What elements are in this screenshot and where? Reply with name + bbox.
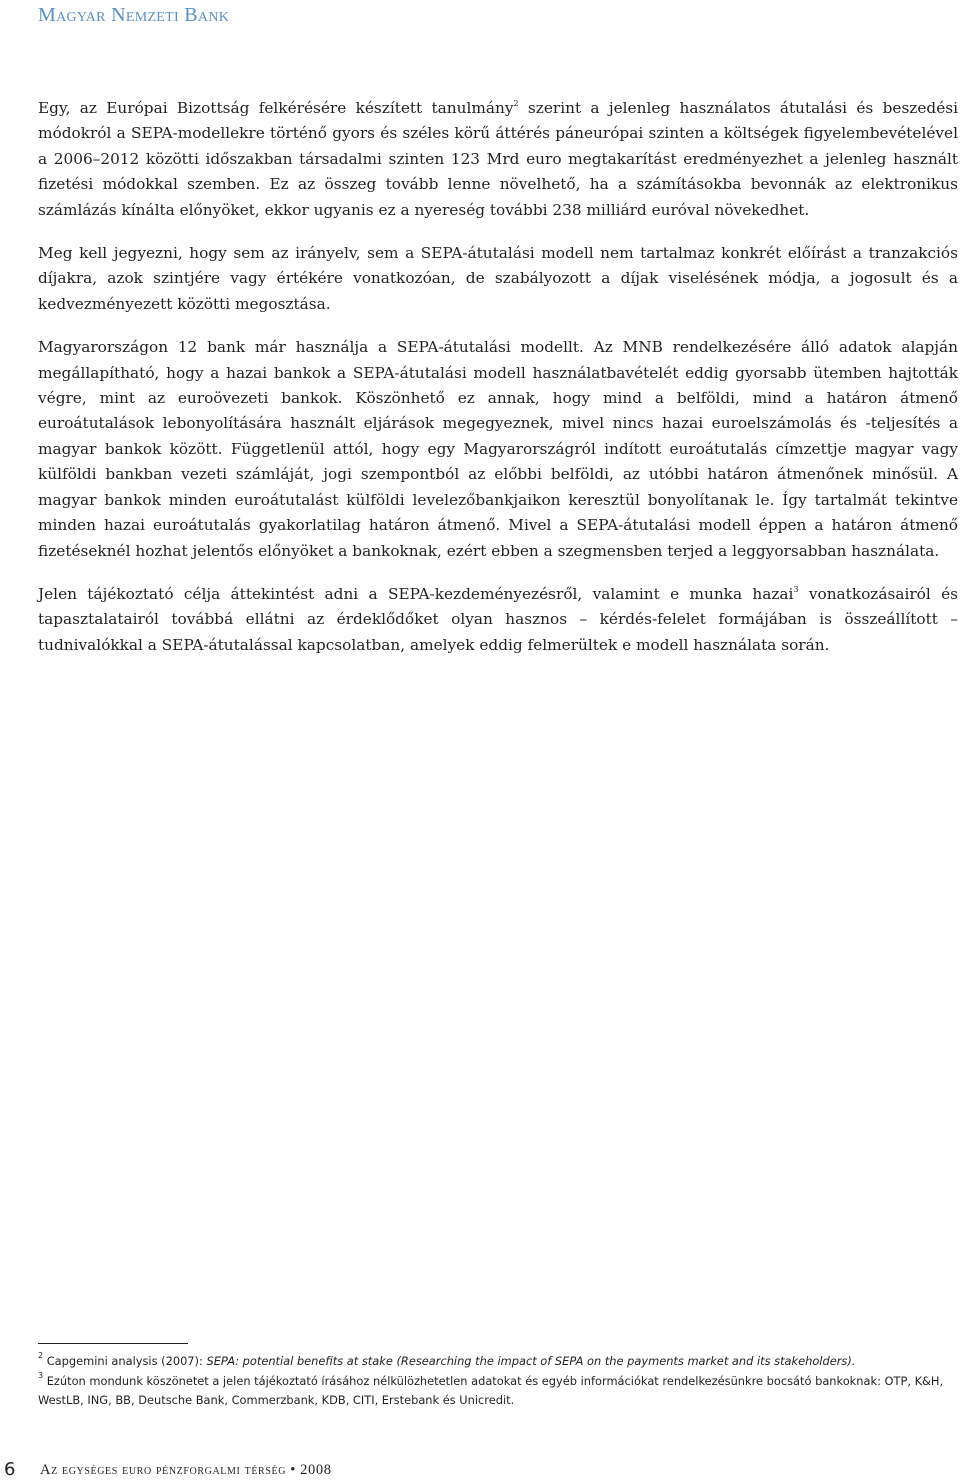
footnote-2-title: SEPA: potential benefits at stake (Researching the impact of SEPA on the payments market and its stakeholders). bbox=[206, 1354, 856, 1368]
footnote-2-text: Capgemini analysis (2007): bbox=[46, 1354, 207, 1368]
footnote-3-number: 3 bbox=[38, 1370, 44, 1380]
paragraph-1 bbox=[38, 96, 958, 223]
paragraph-4-text-cont: vonatkozásairól és tapasztalatairól továbbá ellátni az érdeklődőket olyan hasznos – kérdés-felelet formájában is összeállított – tudnivalókkal a SEPA-átutalással kapcsolatban, amelyek eddig felmerültek e modell használata során. bbox=[38, 584, 958, 654]
footnote-2 bbox=[38, 1352, 958, 1372]
page-number: 6 bbox=[4, 1459, 16, 1480]
paragraph-3: Magyarországon 12 bank már használja a SEPA-átutalási modellt. Az MNB rendelkezésére álló adatok alapján megállapítható, hogy a hazai bankok a SEPA-átutalási modell használatbavételét eddig gyorsabb ütemben hajtották végre, mint az euroövezeti bankok. Köszönhető ez annak, hogy mind a belföldi, mind a határon átmenő euroátutalások lebonyolítására használt eljárások megegyeznek, mivel nincs hazai euroelszámolás és -teljesítés a magyar bankok között. Függetlenül attól, hogy egy Magyarországról indított euroátutalás címzettje magyar vagy külföldi bankban vezeti számláját, jogi szempontból az előbbi belföldi, az utóbbi határon átmenőnek minősül. A magyar bankok minden euroátutalást külföldi levelezőbankjaikon keresztül bonyolítanak le. Így tartalmát tekintve minden hazai euroátutalás gyakorlatilag határon átmenő. Mivel a SEPA-átutalási modell éppen a határon átmenő fizetéseknél hozhat jelentős előnyöket a bankoknak, ezért ebben a szegmensben terjed a leggyorsabban használata. bbox=[38, 338, 958, 560]
running-footer: Az egységes euro pénzforgalmi térség • 2008 bbox=[40, 1462, 332, 1478]
main-body bbox=[38, 96, 958, 676]
footnote-3 bbox=[38, 1372, 958, 1411]
footnote-2-number: 2 bbox=[38, 1351, 44, 1360]
paragraph-1-text: Egy, az Európai Bizottság felkérésére készített tanulmány bbox=[38, 99, 514, 117]
footnote-ref-2: 2 bbox=[513, 99, 519, 108]
footnotes bbox=[38, 1352, 958, 1411]
paragraph-4-text: Jelen tájékoztató célja áttekintést adni a SEPA-kezdeményezésről, valamint e munka hazai bbox=[38, 584, 794, 603]
paragraph-4 bbox=[38, 582, 958, 658]
footnote-3-text: Ezúton mondunk köszönetet a jelen tájékoztató írásához nélkülözhetetlen adatokat és egyéb információkat rendelkezésünkre bocsátó bankoknak: OTP, K&H, WestLB, ING, BB, Deutsche Bank, Commerzbank, KDB, CITI, Erstebank és Unicredit. bbox=[38, 1373, 944, 1407]
footnote-ref-3: 3 bbox=[793, 584, 799, 594]
running-header: Magyar Nemzeti Bank bbox=[38, 4, 230, 26]
paragraph-1-text-cont: szerint a jelenleg használatos átutalási és beszedési módokról a SEPA-modellekre történő gyors és széles körű áttérés páneurópai szinten a költségek figyelembevételével a 2006–2012 közötti időszakban társadalmi szinten 123 Mrd euro megtakarítást eredményezhet a jelenleg használt fizetési módokkal szemben. Ez az összeg tovább lenne növelhető, ha a számításokba bevonnák az elektronikus számlázás kínálta előnyöket, ekkor ugyanis ez a nyereség további 238 milliárd euróval növekedhet. bbox=[38, 99, 958, 219]
footnote-divider bbox=[38, 1343, 188, 1344]
paragraph-2: Meg kell jegyezni, hogy sem az irányelv, sem a SEPA-átutalási modell nem tartalmaz konkrét előírást a tranzakciós díjakra, azok szintjére vagy értékére vonatkozóan, de szabályozott a díjak viselésének módja, a jogosult és a kedvezményezett közötti megosztása. bbox=[38, 244, 958, 313]
